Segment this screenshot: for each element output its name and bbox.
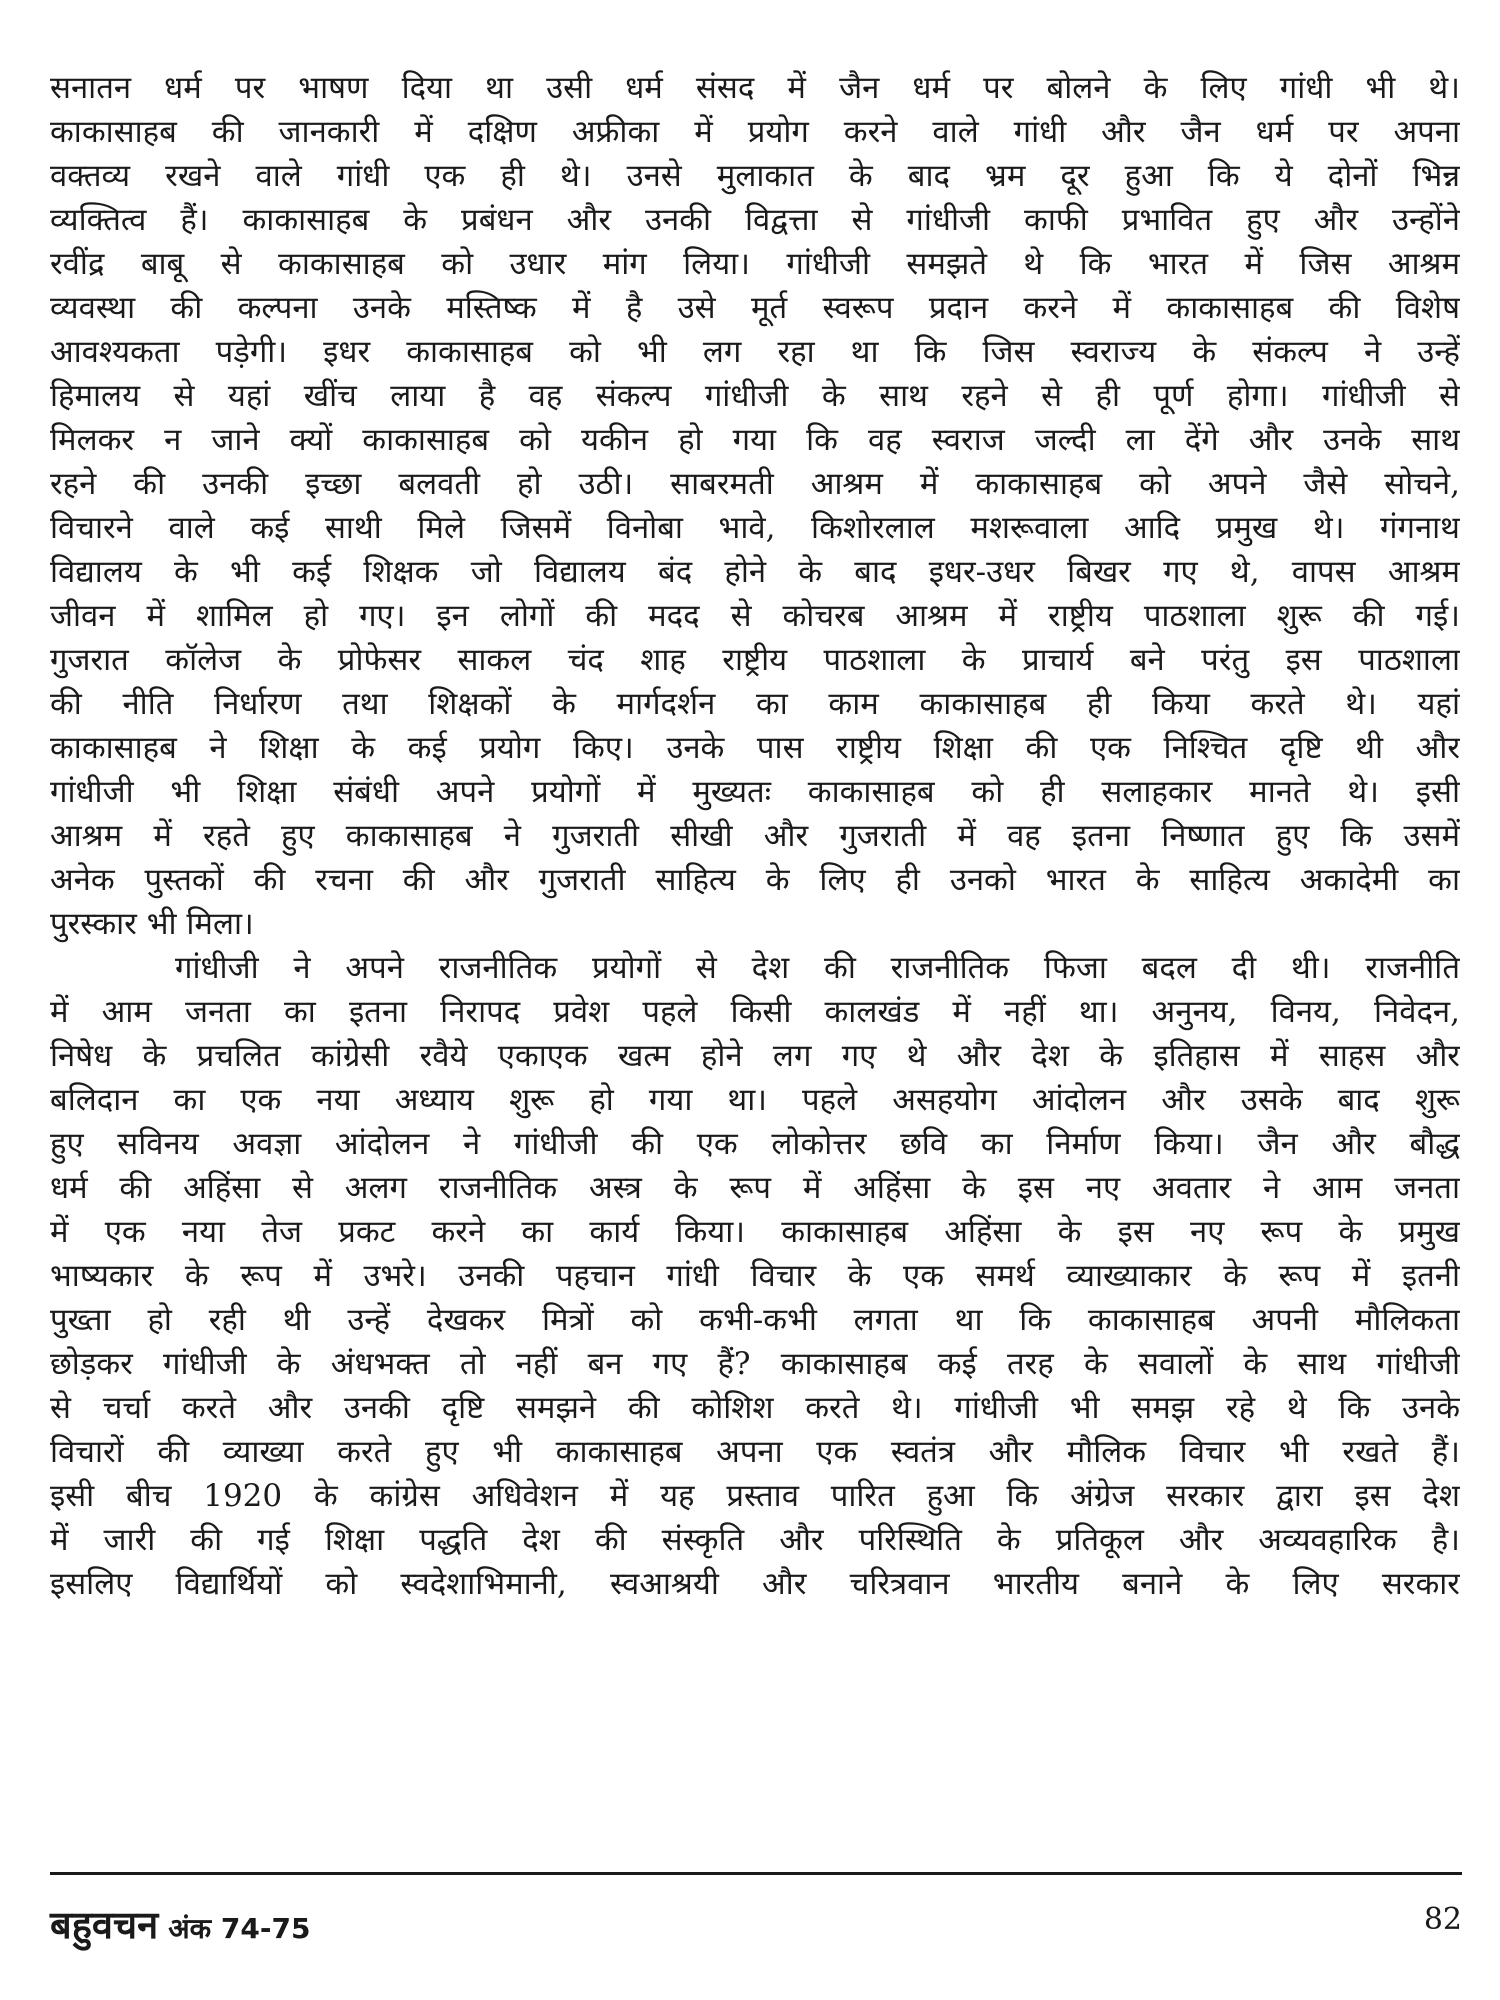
text-line: गुजरात कॉलेज के प्रोफेसर साकल चंद शाह राष्ट्रीय पाठशाला के प्राचार्य बने परंतु इस पाठशाला xyxy=(50,642,1460,678)
journal-title xyxy=(50,1898,310,1950)
text-line: रहने की उनकी इच्छा बलवती हो उठी। साबरमती आश्रम में काकासाहब को अपने जैसे सोचने, xyxy=(50,466,1460,502)
text-line: व्यवस्था की कल्पना उनके मस्तिष्क में है उसे मूर्त स्वरूप प्रदान करने में काकासाहब की विशेष xyxy=(50,290,1460,326)
text-line: की नीति निर्धारण तथा शिक्षकों के मार्गदर्शन का काम काकासाहब ही किया करते थे। यहां xyxy=(50,686,1460,722)
text-line: में एक नया तेज प्रकट करने का कार्य किया। काकासाहब अहिंसा के इस नए रूप के प्रमुख xyxy=(50,1214,1460,1250)
text-line: से चर्चा करते और उनकी दृष्टि समझने की कोशिश करते थे। गांधीजी भी समझ रहे थे कि उनके xyxy=(50,1390,1460,1426)
text-line: आश्रम में रहते हुए काकासाहब ने गुजराती सीखी और गुजराती में वह इतना निष्णात हुए कि उसमें xyxy=(50,818,1460,854)
text-line: इसलिए विद्यार्थियों को स्वदेशाभिमानी, स्वआश्रयी और चरित्रवान भारतीय बनाने के लिए सरकार xyxy=(50,1566,1460,1602)
text-line: पुख्ता हो रही थी उन्हें देखकर मित्रों को कभी-कभी लगता था कि काकासाहब अपनी मौलिकता xyxy=(50,1302,1460,1338)
text-line: काकासाहब की जानकारी में दक्षिण अफ्रीका में प्रयोग करने वाले गांधी और जैन धर्म पर अपना xyxy=(50,114,1460,150)
text-line: विद्यालय के भी कई शिक्षक जो विद्यालय बंद होने के बाद इधर-उधर बिखर गए थे, वापस आश्रम xyxy=(50,554,1460,590)
paragraph-1 xyxy=(50,66,1460,946)
text-line: विचारने वाले कई साथी मिले जिसमें विनोबा भावे, किशोरलाल मशरूवाला आदि प्रमुख थे। गंगनाथ xyxy=(50,510,1460,546)
text-line: अनेक पुस्तकों की रचना की और गुजराती साहित्य के लिए ही उनको भारत के साहित्य अकादेमी का xyxy=(50,862,1460,898)
text-line: में आम जनता का इतना निरापद प्रवेश पहले किसी कालखंड में नहीं था। अनुनय, विनय, निवेदन, xyxy=(50,994,1460,1030)
text-line: गांधीजी ने अपने राजनीतिक प्रयोगों से देश की राजनीतिक फिजा बदल दी थी। राजनीति xyxy=(175,950,1460,986)
text-line: छोड़कर गांधीजी के अंधभक्त तो नहीं बन गए हैं? काकासाहब कई तरह के सवालों के साथ गांधीजी xyxy=(50,1346,1460,1382)
text-line: काकासाहब ने शिक्षा के कई प्रयोग किए। उनके पास राष्ट्रीय शिक्षा की एक निश्चित दृष्टि थी और xyxy=(50,730,1460,766)
text-line: जीवन में शामिल हो गए। इन लोगों की मदद से कोचरब आश्रम में राष्ट्रीय पाठशाला शुरू की गई। xyxy=(50,598,1460,634)
text-line: पुरस्कार भी मिला। xyxy=(50,906,254,942)
journal-issue: अंक 74-75 xyxy=(168,1912,311,1945)
page-body xyxy=(50,66,1460,1606)
journal-name: बहुवचन xyxy=(50,1903,159,1947)
text-line: धर्म की अहिंसा से अलग राजनीतिक अस्त्र के रूप में अहिंसा के इस नए अवतार ने आम जनता xyxy=(50,1170,1460,1206)
text-line: सनातन धर्म पर भाषण दिया था उसी धर्म संसद में जैन धर्म पर बोलने के लिए गांधी भी थे। xyxy=(50,70,1460,106)
text-line: वक्तव्य रखने वाले गांधी एक ही थे। उनसे मुलाकात के बाद भ्रम दूर हुआ कि ये दोनों भिन्न xyxy=(50,158,1460,194)
text-line: में जारी की गई शिक्षा पद्धति देश की संस्कृति और परिस्थिति के प्रतिकूल और अव्यवहारिक है। xyxy=(50,1522,1460,1558)
text-line: विचारों की व्याख्या करते हुए भी काकासाहब अपना एक स्वतंत्र और मौलिक विचार भी रखते हैं। xyxy=(50,1434,1460,1470)
text-line: भाष्यकार के रूप में उभरे। उनकी पहचान गांधी विचार के एक समर्थ व्याख्याकार के रूप में इतनी xyxy=(50,1258,1460,1294)
paragraph-2 xyxy=(50,946,1460,1606)
text-line: हुए सविनय अवज्ञा आंदोलन ने गांधीजी की एक लोकोत्तर छवि का निर्माण किया। जैन और बौद्ध xyxy=(50,1126,1460,1162)
text-line: मिलकर न जाने क्यों काकासाहब को यकीन हो गया कि वह स्वराज जल्दी ला देंगे और उनके साथ xyxy=(50,422,1460,458)
page-footer xyxy=(50,1898,1462,1952)
text-line: हिमालय से यहां खींच लाया है वह संकल्प गांधीजी के साथ रहने से ही पूर्ण होगा। गांधीजी से xyxy=(50,378,1460,414)
text-line: रवींद्र बाबू से काकासाहब को उधार मांग लिया। गांधीजी समझते थे कि भारत में जिस आश्रम xyxy=(50,246,1460,282)
text-line: निषेध के प्रचलित कांग्रेसी रवैये एकाएक खत्म होने लग गए थे और देश के इतिहास में साहस और xyxy=(50,1038,1460,1074)
text-line: आवश्यकता पड़ेगी। इधर काकासाहब को भी लग रहा था कि जिस स्वराज्य के संकल्प ने उन्हें xyxy=(50,334,1460,370)
page-number: 82 xyxy=(1423,1902,1462,1937)
text-line: व्यक्तित्व हैं। काकासाहब के प्रबंधन और उनकी विद्वत्ता से गांधीजी काफी प्रभावित हुए और उन्होंने xyxy=(50,202,1460,238)
text-line: इसी बीच 1920 के कांग्रेस अधिवेशन में यह प्रस्ताव पारित हुआ कि अंग्रेज सरकार द्वारा इस देश xyxy=(50,1478,1460,1514)
text-line: गांधीजी भी शिक्षा संबंधी अपने प्रयोगों में मुख्यतः काकासाहब को ही सलाहकार मानते थे। इसी xyxy=(50,774,1460,810)
footer-divider xyxy=(50,1872,1462,1875)
text-line: बलिदान का एक नया अध्याय शुरू हो गया था। पहले असहयोग आंदोलन और उसके बाद शुरू xyxy=(50,1082,1460,1118)
